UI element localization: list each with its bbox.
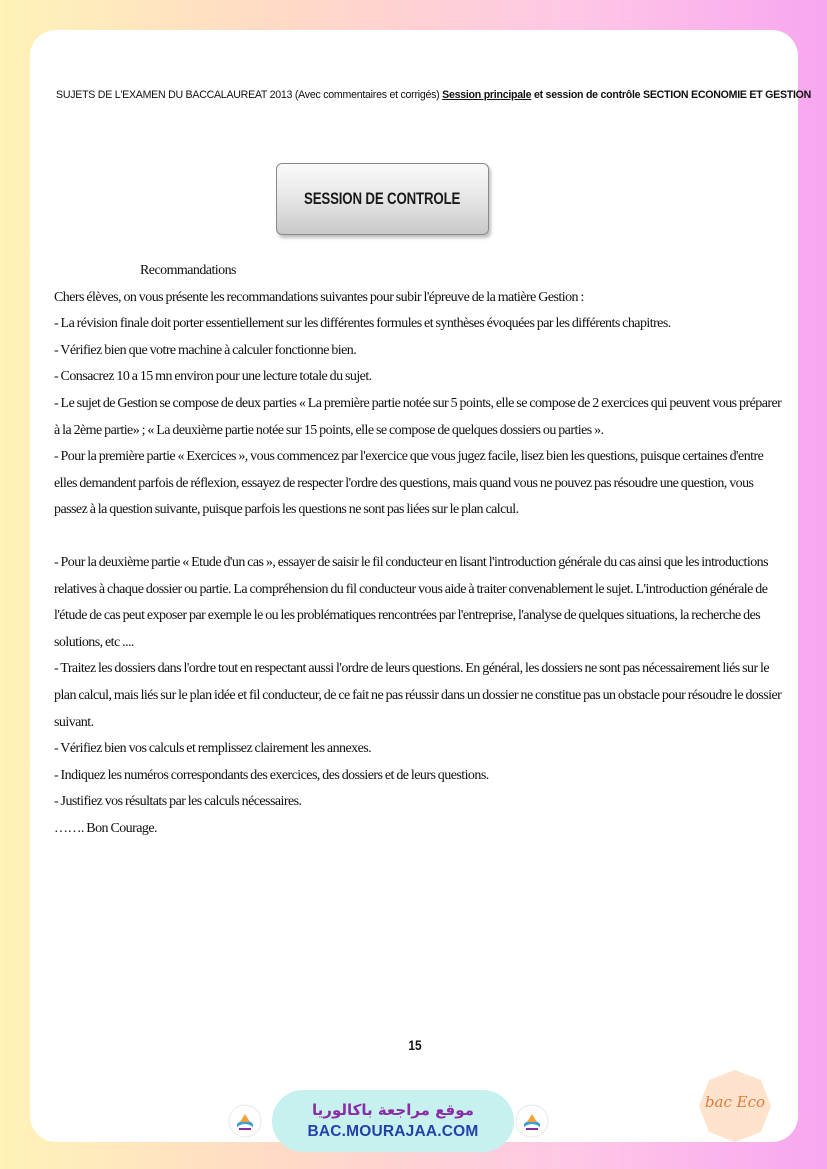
recommendations-body	[54, 258, 784, 842]
recommendation-item: - Consacrez 10 a 15 mn environ pour une lecture totale du sujet.	[54, 369, 372, 385]
recommendation-item: - Pour la première partie « Exercices », vous commencez par l'exercice que vous jugez facile, lisez bien les questions, puisque certaines d'entre elles demandent parfois de réflexion, essayez de respecter l'ordre des questions, mais quand vous ne pouvez pas résoudre une question, vous passez à la question suivante, puisque parfois les questions ne sont pas liées sur le plan calcul.	[54, 449, 764, 518]
recommendation-item: - Vérifiez bien que votre machine à calculer fonctionne bien.	[54, 342, 357, 358]
page-number: 15	[408, 1037, 422, 1053]
paragraph-gap	[54, 524, 784, 550]
recommendation-item: - Justifiez vos résultats par les calculs nécessaires.	[54, 794, 302, 810]
recommendation-item: - La révision finale doit porter essentiellement sur les différentes formules et synthèses évoquées par les différents chapitres.	[54, 316, 671, 332]
recommendation-item: - Pour la deuxième partie « Etude d'un cas », essayer de saisir le fil conducteur en lisant l'introduction générale du cas ainsi que les introductions relatives à chaque dossier ou partie. La compréhension du fil conducteur vous aide à traiter convenablement le sujet. L'introduction générale de l'étude de cas peut exposer par exemple le ou les problématiques rencontrées par l'entreprise, l'analyse de quelques situations, la recherche des solutions, etc ....	[54, 554, 769, 650]
site-logo-icon	[515, 1104, 549, 1138]
recommendation-item: - Le sujet de Gestion se compose de deux parties « La première partie notée sur 5 points, elle se compose de 2 exercices qui peuvent vous préparer à la 2ème partie» ; « La deuxième partie notée sur 15 points, elle se compose de quelques dossiers ou parties ».	[54, 395, 782, 438]
site-logo-icon	[228, 1104, 262, 1138]
recommendation-item: - Traitez les dossiers dans l'ordre tout en respectant aussi l'ordre de leurs questions. En général, les dossiers ne sont pas nécessairement liés sur le plan calcul, mais liés sur le plan idée et fil conducteur, de ce fait ne pas réussir dans un dossier ne constitue pas un obstacle pour résoudre le dossier suivant.	[54, 661, 782, 730]
header-session-principale: Session principale	[442, 89, 532, 101]
header-section: SECTION ECONOMIE ET GESTION	[643, 89, 812, 101]
recommendation-item: - Indiquez les numéros correspondants des exercices, des dossiers et de leurs questions.	[54, 767, 489, 783]
recommendations-title: Recommandations	[140, 263, 236, 278]
closing-line: ……. Bon Courage.	[54, 820, 157, 836]
footer-arabic-title: موقع مراجعة باكالوريا	[312, 1101, 474, 1119]
footer-site-url[interactable]: BAC.MOURAJAA.COM	[307, 1123, 479, 1140]
recommendation-item: - Vérifiez bien vos calculs et remplissez clairement les annexes.	[54, 741, 372, 757]
session-title: SESSION DE CONTROLE	[304, 189, 461, 208]
header-session-controle: et session de contrôle	[531, 89, 643, 101]
header-exam-title: SUJETS DE L'EXAMEN DU BACCALAUREAT 2013 (Avec commentaires et corrigés)	[56, 89, 443, 101]
bac-eco-badge-text: bac Eco	[704, 1093, 766, 1111]
document-header	[56, 89, 812, 101]
recommendations-intro: Chers élèves, on vous présente les recommandations suivantes pour subir l'épreuve de la matière Gestion :	[54, 289, 584, 305]
session-title-box	[276, 163, 489, 235]
footer-site-banner[interactable]	[272, 1090, 514, 1152]
